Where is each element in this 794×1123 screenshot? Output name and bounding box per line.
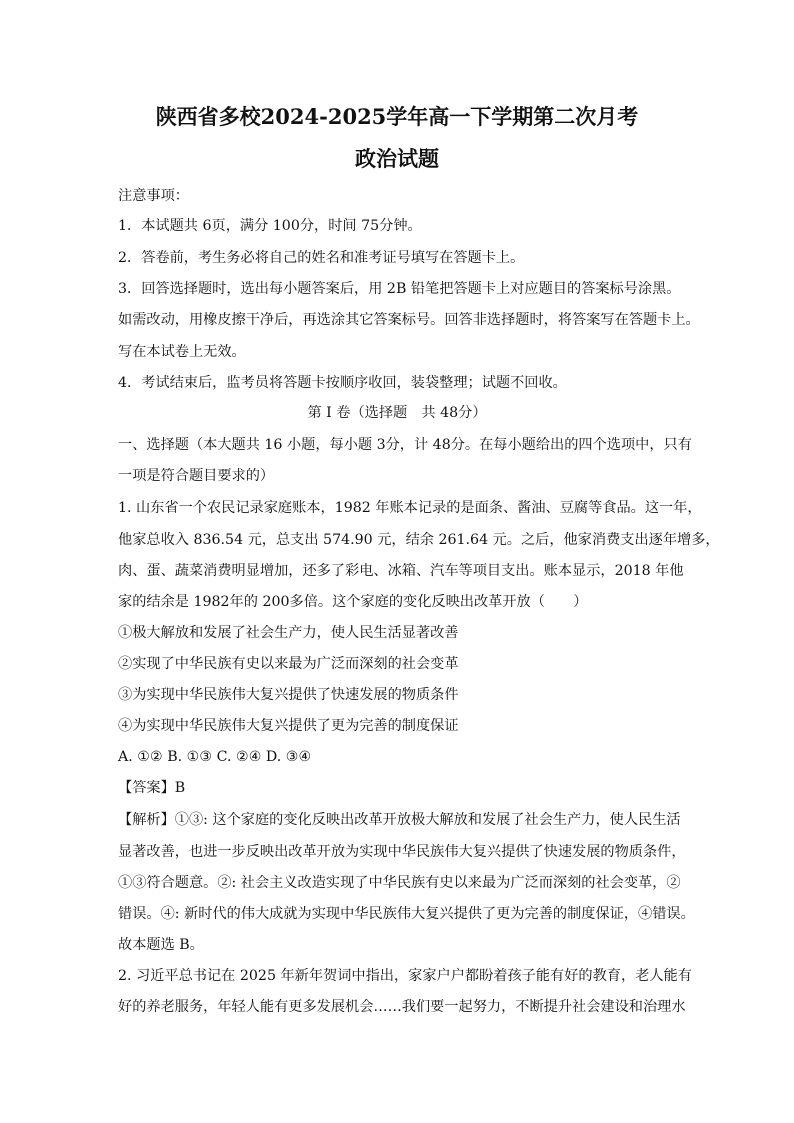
q1-analysis: 错误。④: 新时代的伟大成就为实现中华民族伟大复兴提供了更为完善的制度保证，④错误。 [118,906,695,922]
q1-choices: A. ①② B. ①③ C. ②④ D. ③④ [118,749,312,765]
notice-item: 4．考试结束后，监考员将答题卡按顺序收回，装袋整理；试题不回收。 [118,375,567,391]
section-title: 第 I 卷（选择题 共 48分） [307,405,487,421]
notice-item: 2．答卷前，考生务必将自己的姓名和准考证号填写在答题卡上。 [118,250,525,266]
exam-title: 陕西省多校2024-2025学年高一下学期第二次月考 [155,104,639,129]
q1-analysis: ①③符合题意。②: 社会主义改造实现了中华民族有史以来最为广泛而深刻的社会变革，② [118,875,681,891]
q1-stem: 肉、蛋、蔬菜消费明显增加，还多了彩电、冰箱、汽车等项目支出。账本显示，2018 年他 [118,563,684,579]
q2-stem: 2. 习近平总书记在 2025 年新年贺词中指出，家家户户都盼着孩子能有好的教育，老人能有 [118,968,692,984]
q1-stem: 他家总收入 836.54 元，总支出 574.90 元，结余 261.64 元。之后，他家消费支出逐年增多， [118,532,720,548]
q1-option: ③为实现中华民族伟大复兴提供了快速发展的物质条件 [118,687,459,703]
section-intro: 一项是符合题目要求的） [118,468,275,484]
q1-analysis: 【解析】①③: 这个家庭的变化反映出改革开放极大解放和发展了社会生产力，使人民生活 [118,812,681,828]
notice-item: 1．本试题共 6页，满分 100分，时间 75分钟。 [118,218,422,234]
q1-answer: 【答案】B [118,780,186,796]
q1-option: ④为实现中华民族伟大复兴提供了更为完善的制度保证 [118,718,459,734]
q1-stem: 家的结余是 1982年的 200多倍。这个家庭的变化反映出改革开放（ ） [118,594,588,610]
q1-analysis: 故本题选 B。 [118,937,204,953]
notice-item: 如需改动，用橡皮擦干净后，再选涂其它答案标号。回答非选择题时，将答案写在答题卡上。 [118,312,700,328]
notice-item: 3．回答选择题时，选出每小题答案后，用 2B 铅笔把答题卡上对应题目的答案标号涂黑。 [118,281,681,297]
section-intro: 一、选择题（本大题共 16 小题，每小题 3分，计 48分。在每小题给出的四个选项中，只有 [118,437,692,453]
q2-stem: 好的养老服务，年轻人能有更多发展机会……我们要一起努力，不断提升社会建设和治理水 [118,999,686,1015]
q1-analysis: 显著改善，也进一步反映出改革开放为实现中华民族伟大复兴提供了快速发展的物质条件， [118,844,686,860]
notice-heading: 注意事项： [118,188,189,204]
notice-item: 写在本试卷上无效。 [118,344,246,360]
q1-option: ②实现了中华民族有史以来最为广泛而深刻的社会变革 [118,656,459,672]
q1-option: ①极大解放和发展了社会生产力，使人民生活显著改善 [118,625,459,641]
exam-subtitle: 政治试题 [355,146,439,171]
q1-stem: 1. 山东省一个农民记录家庭账本，1982 年账本记录的是面条、酱油、豆腐等食品。这一年， [118,500,702,516]
